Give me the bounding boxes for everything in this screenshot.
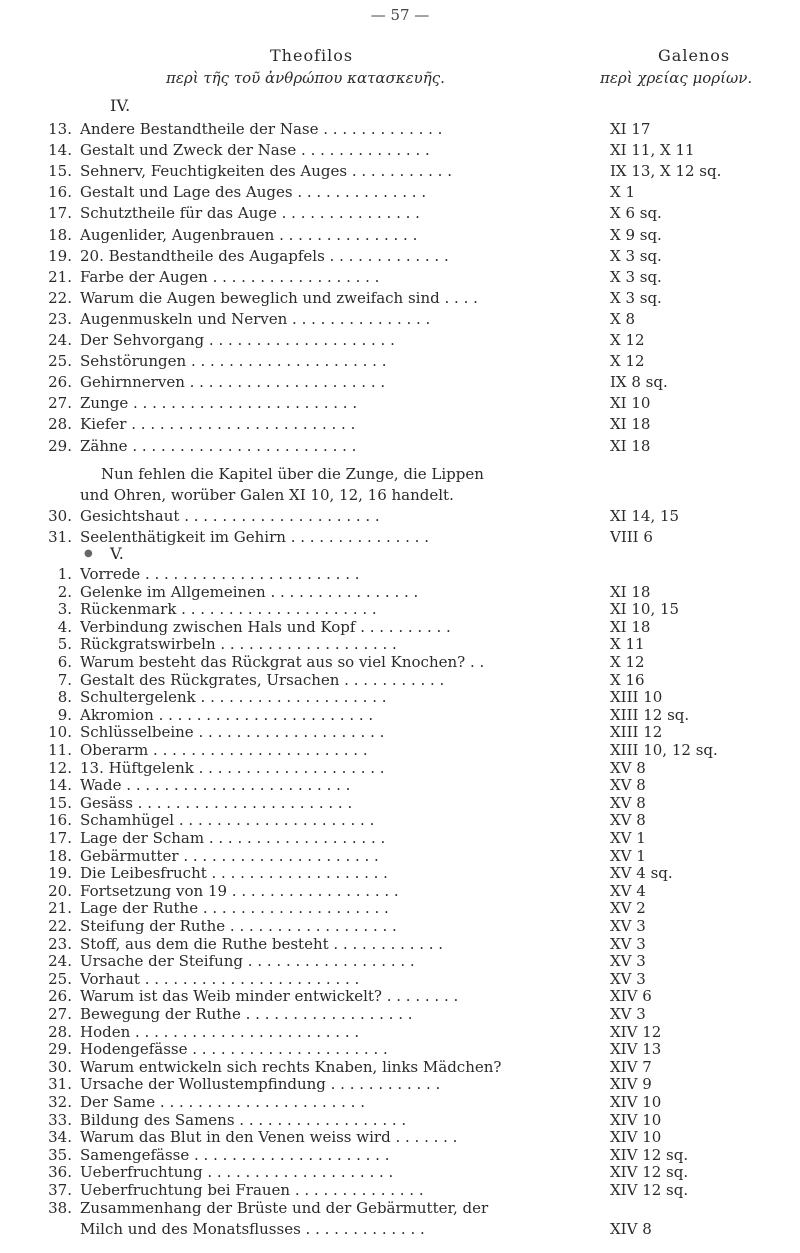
right-header-subtitle: περὶ χρείας μορίων. <box>600 69 753 87</box>
list-item <box>0 225 800 246</box>
list-item <box>0 1198 800 1219</box>
item-title: Lage der Ruthe . . . . . . . . . . . . . . . . . . . . <box>80 899 389 918</box>
list-item-continuation <box>0 1219 800 1240</box>
item-title: Gelenke im Allgemeinen . . . . . . . . . . . . . . . . <box>80 582 419 601</box>
item-number: 21. <box>48 899 72 918</box>
item-title: Farbe der Augen . . . . . . . . . . . . . . . . . . <box>80 267 380 286</box>
item-number: 15. <box>48 793 72 812</box>
item-reference: X 12 <box>610 352 645 371</box>
item-number: 23. <box>48 309 72 328</box>
item-number: 36. <box>48 1163 72 1182</box>
item-reference: XIV 12 <box>610 1022 662 1041</box>
list-item <box>0 182 800 203</box>
item-number: 21. <box>48 267 72 286</box>
section-iv-title: IV. <box>110 96 131 115</box>
item-title: Kiefer . . . . . . . . . . . . . . . . . . . . . . . . <box>80 415 356 434</box>
item-number: 25. <box>48 969 72 988</box>
list-item <box>0 506 800 527</box>
item-number: 32. <box>48 1093 72 1111</box>
item-title: Samengefässe . . . . . . . . . . . . . . . . . . . . . <box>80 1145 390 1164</box>
item-reference: XI 10, 15 <box>610 600 680 619</box>
item-title: Rückenmark . . . . . . . . . . . . . . . . . . . . . <box>80 600 377 619</box>
item-number: 6. <box>57 653 72 671</box>
item-reference: XI 14, 15 <box>610 507 680 525</box>
item-title: Oberarm . . . . . . . . . . . . . . . . . . . . . . . <box>80 741 368 759</box>
item-number: 22. <box>48 288 72 307</box>
item-reference: XI 18 <box>610 436 651 455</box>
item-reference: X 6 sq. <box>610 204 662 223</box>
item-reference: XV 4 <box>610 881 646 900</box>
item-number: 20. <box>48 881 72 900</box>
right-header-title: Galenos <box>658 46 731 65</box>
item-number: 29. <box>48 1040 72 1059</box>
item-number: 22. <box>48 917 72 935</box>
item-reference: X 11 <box>610 635 645 654</box>
item-title: Verbindung zwischen Hals und Kopf . . . . . . . . . . <box>80 617 451 636</box>
item-title: Bildung des Samens . . . . . . . . . . . . . . . . . . <box>80 1110 407 1129</box>
item-title: Fortsetzung von 19 . . . . . . . . . . . . . . . . . . <box>80 881 399 900</box>
item-number: 38. <box>48 1199 72 1217</box>
list-item <box>0 393 800 414</box>
item-title: Gestalt des Rückgrates, Ursachen . . . . . . . . . . . <box>80 670 445 689</box>
item-title: Der Sehvorgang . . . . . . . . . . . . . . . . . . . . <box>80 331 395 349</box>
item-number: 8. <box>57 688 72 707</box>
item-reference: XIV 9 <box>610 1075 652 1094</box>
item-reference: X 3 sq. <box>610 246 662 265</box>
item-reference: XV 3 <box>610 1005 646 1023</box>
item-reference: X 3 sq. <box>610 288 662 307</box>
item-number: 28. <box>48 1022 72 1041</box>
item-reference: XIV 7 <box>610 1057 652 1076</box>
item-title: Warum das Blut in den Venen weiss wird . . . . . . . <box>80 1128 458 1147</box>
item-number: 26. <box>48 373 72 392</box>
item-reference: XV 3 <box>610 934 646 953</box>
item-number: 5. <box>57 635 72 654</box>
item-title: Bewegung der Ruthe . . . . . . . . . . . . . . . . . . <box>80 1005 413 1023</box>
item-title: Akromion . . . . . . . . . . . . . . . . . . . . . . . <box>80 705 374 724</box>
item-title: Ueberfruchtung . . . . . . . . . . . . . . . . . . . . <box>80 1163 394 1182</box>
item-reference: XIII 12 sq. <box>610 705 690 724</box>
item-title: Gestalt und Lage des Auges . . . . . . . . . . . . . . <box>80 183 427 202</box>
item-reference: XIV 10 <box>610 1093 662 1111</box>
item-number: 17. <box>48 829 72 847</box>
item-reference: XV 3 <box>610 917 646 935</box>
item-title: Warum besteht das Rückgrat aus so viel Knochen? . . <box>80 653 485 671</box>
item-title: Gebärmutter . . . . . . . . . . . . . . . . . . . . . <box>80 846 379 865</box>
item-title: 20. Bestandtheile des Augapfels . . . . . . . . . . . . . <box>80 246 449 265</box>
item-number: 30. <box>48 507 72 525</box>
item-number: 28. <box>48 415 72 434</box>
item-number: 29. <box>48 436 72 455</box>
item-number: 33. <box>48 1110 72 1129</box>
item-title: Warum entwickeln sich rechts Knaben, links Mädchen? <box>80 1057 502 1076</box>
item-number: 25. <box>48 352 72 371</box>
item-reference: IX 8 sq. <box>610 373 668 392</box>
item-reference: XV 8 <box>610 793 646 812</box>
left-column-header <box>158 46 558 87</box>
item-title: Seelenthätigkeit im Gehirn . . . . . . . . . . . . . . . <box>80 528 429 546</box>
item-number: 37. <box>48 1181 72 1199</box>
item-reference: XIII 10 <box>610 688 663 707</box>
item-title: Augenmuskeln und Nerven . . . . . . . . . . . . . . . <box>80 309 431 328</box>
item-reference: XIII 12 <box>610 723 663 742</box>
right-column-header <box>600 46 800 87</box>
item-number: 10. <box>48 723 72 742</box>
item-number: 16. <box>48 183 72 202</box>
page-number: — 57 — <box>370 6 430 24</box>
item-reference: XV 3 <box>610 969 646 988</box>
item-reference: XI 18 <box>610 617 651 636</box>
item-title: Ursache der Steifung . . . . . . . . . . . . . . . . . . <box>80 952 415 971</box>
list-item <box>0 372 800 393</box>
item-title: Gehirnnerven . . . . . . . . . . . . . . . . . . . . . <box>80 373 386 392</box>
item-number: 12. <box>48 758 72 777</box>
item-reference: XV 4 sq. <box>610 864 673 883</box>
item-title: Vorrede . . . . . . . . . . . . . . . . . . . . . . . <box>80 565 360 583</box>
item-reference: XI 18 <box>610 582 651 601</box>
item-number: 18. <box>48 225 72 244</box>
item-reference: X 9 sq. <box>610 225 662 244</box>
item-title: Lage der Scham . . . . . . . . . . . . . . . . . . . <box>80 829 386 847</box>
item-reference: X 3 sq. <box>610 267 662 286</box>
item-title: Die Leibesfrucht . . . . . . . . . . . . . . . . . . . <box>80 864 388 883</box>
item-number: 27. <box>48 1005 72 1023</box>
item-title: 13. Hüftgelenk . . . . . . . . . . . . . . . . . . . . <box>80 758 385 777</box>
list-item <box>0 351 800 372</box>
item-title: Steifung der Ruthe . . . . . . . . . . . . . . . . . . <box>80 917 397 935</box>
section-iv-note <box>80 464 520 506</box>
item-title: Zähne . . . . . . . . . . . . . . . . . . . . . . . . <box>80 436 357 455</box>
item-title-line-2: Milch und des Monatsflusses . . . . . . . . . . . . . <box>80 1220 425 1238</box>
item-reference: XI 17 <box>610 120 651 138</box>
item-number: 31. <box>48 528 72 546</box>
item-number: 13. <box>48 120 72 138</box>
item-reference: XV 3 <box>610 952 646 971</box>
item-number: 30. <box>48 1057 72 1076</box>
item-number: 17. <box>48 204 72 223</box>
item-title: Gesäss . . . . . . . . . . . . . . . . . . . . . . . <box>80 793 353 812</box>
item-reference: XIII 10, 12 sq. <box>610 741 718 759</box>
item-title: Zunge . . . . . . . . . . . . . . . . . . . . . . . . <box>80 394 358 413</box>
item-reference: XIV 6 <box>610 987 652 1006</box>
item-reference: XV 1 <box>610 829 646 847</box>
item-number: 7. <box>57 670 72 689</box>
item-title: Stoff, aus dem die Ruthe besteht . . . . . . . . . . . . <box>80 934 444 953</box>
item-reference: IX 13, X 12 sq. <box>610 162 722 181</box>
item-number: 14. <box>48 141 72 160</box>
item-reference: X 12 <box>610 331 645 349</box>
item-reference: X 1 <box>610 183 635 202</box>
item-reference: XI 11, X 11 <box>610 141 695 160</box>
item-number: 27. <box>48 394 72 413</box>
list-item <box>0 246 800 267</box>
item-number: 18. <box>48 846 72 865</box>
item-reference: XIV 12 sq. <box>610 1163 689 1182</box>
item-reference: XV 8 <box>610 811 646 830</box>
list-item <box>0 203 800 224</box>
item-reference: XV 8 <box>610 758 646 777</box>
item-reference: XV 2 <box>610 899 646 918</box>
item-number: 9. <box>57 705 72 724</box>
left-header-subtitle: περὶ τῆς τοῦ ἀνθρώπου κατασκευῆς. <box>166 69 445 87</box>
list-item <box>0 288 800 309</box>
item-title: Vorhaut . . . . . . . . . . . . . . . . . . . . . . . <box>80 969 360 988</box>
item-title: Hodengefässe . . . . . . . . . . . . . . . . . . . . . <box>80 1040 388 1059</box>
item-title: Gesichtshaut . . . . . . . . . . . . . . . . . . . . . <box>80 507 380 525</box>
item-number: 11. <box>48 741 72 759</box>
list-item <box>0 119 800 140</box>
item-number: 1. <box>57 565 72 583</box>
item-reference: XIV 13 <box>610 1040 662 1059</box>
item-reference: XIV 10 <box>610 1110 662 1129</box>
item-title: Ueberfruchtung bei Frauen . . . . . . . . . . . . . . <box>80 1181 424 1199</box>
item-number: 2. <box>57 582 72 601</box>
item-title: Schlüsselbeine . . . . . . . . . . . . . . . . . . . . <box>80 723 385 742</box>
item-number: 34. <box>48 1128 72 1147</box>
item-title: Hoden . . . . . . . . . . . . . . . . . . . . . . . . <box>80 1022 360 1041</box>
item-title: Der Same . . . . . . . . . . . . . . . . . . . . . . <box>80 1093 365 1111</box>
item-title: Andere Bestandtheile der Nase . . . . . . . . . . . . . <box>80 120 443 138</box>
item-title: Gestalt und Zweck der Nase . . . . . . . . . . . . . . <box>80 141 430 160</box>
item-number: 35. <box>48 1145 72 1164</box>
item-number: 4. <box>57 617 72 636</box>
item-title: Warum die Augen beweglich und zweifach sind . . . . <box>80 288 478 307</box>
item-number: 26. <box>48 987 72 1006</box>
item-title: Rückgratswirbeln . . . . . . . . . . . . . . . . . . . <box>80 635 397 654</box>
list-item <box>0 414 800 435</box>
item-reference: X 12 <box>610 653 645 671</box>
item-reference: XIV 12 sq. <box>610 1181 689 1199</box>
list-item <box>0 436 800 457</box>
item-reference: XI 18 <box>610 415 651 434</box>
item-title: Schamhügel . . . . . . . . . . . . . . . . . . . . . <box>80 811 375 830</box>
list-item <box>0 330 800 351</box>
item-reference: XV 1 <box>610 846 646 865</box>
item-reference: XV 8 <box>610 776 646 795</box>
note-line-2: und Ohren, worüber Galen XI 10, 12, 16 handelt. <box>80 486 454 504</box>
item-number: 19. <box>48 246 72 265</box>
item-title: Augenlider, Augenbrauen . . . . . . . . . . . . . . . <box>80 225 418 244</box>
list-item <box>0 267 800 288</box>
item-title: Sehstörungen . . . . . . . . . . . . . . . . . . . . . <box>80 352 387 371</box>
note-line-1: Nun fehlen die Kapitel über die Zunge, die Lippen <box>101 465 484 483</box>
item-number: 19. <box>48 864 72 883</box>
section-v-title: V. <box>110 544 124 563</box>
item-reference: X 16 <box>610 670 645 689</box>
item-reference: XI 10 <box>610 394 651 413</box>
left-header-title: Theofilos <box>270 46 354 65</box>
item-reference: XIV 8 <box>610 1220 652 1238</box>
list-item <box>0 161 800 182</box>
item-number: 3. <box>57 600 72 619</box>
item-title: Sehnerv, Feuchtigkeiten des Auges . . . . . . . . . . . <box>80 162 452 181</box>
item-title: Schutztheile für das Auge . . . . . . . . . . . . . . . <box>80 204 420 223</box>
item-title-line-1: Zusammenhang der Brüste und der Gebärmutter, der <box>80 1199 489 1217</box>
list-item <box>0 140 800 161</box>
bullet-mark-icon: ● <box>84 548 93 559</box>
item-number: 15. <box>48 162 72 181</box>
item-title: Warum ist das Weib minder entwickelt? . . . . . . . . <box>80 987 459 1006</box>
item-number: 23. <box>48 934 72 953</box>
item-title: Ursache der Wollustempfindung . . . . . . . . . . . . <box>80 1075 441 1094</box>
item-title: Wade . . . . . . . . . . . . . . . . . . . . . . . . <box>80 776 351 795</box>
item-reference: XIV 10 <box>610 1128 662 1147</box>
item-number: 16. <box>48 811 72 830</box>
item-reference: X 8 <box>610 309 635 328</box>
item-number: 24. <box>48 952 72 971</box>
item-reference: XIV 12 sq. <box>610 1145 689 1164</box>
item-number: 24. <box>48 331 72 349</box>
list-item <box>0 309 800 330</box>
item-number: 31. <box>48 1075 72 1094</box>
item-title: Schultergelenk . . . . . . . . . . . . . . . . . . . . <box>80 688 387 707</box>
item-reference: VIII 6 <box>610 528 653 546</box>
item-number: 14. <box>48 776 72 795</box>
